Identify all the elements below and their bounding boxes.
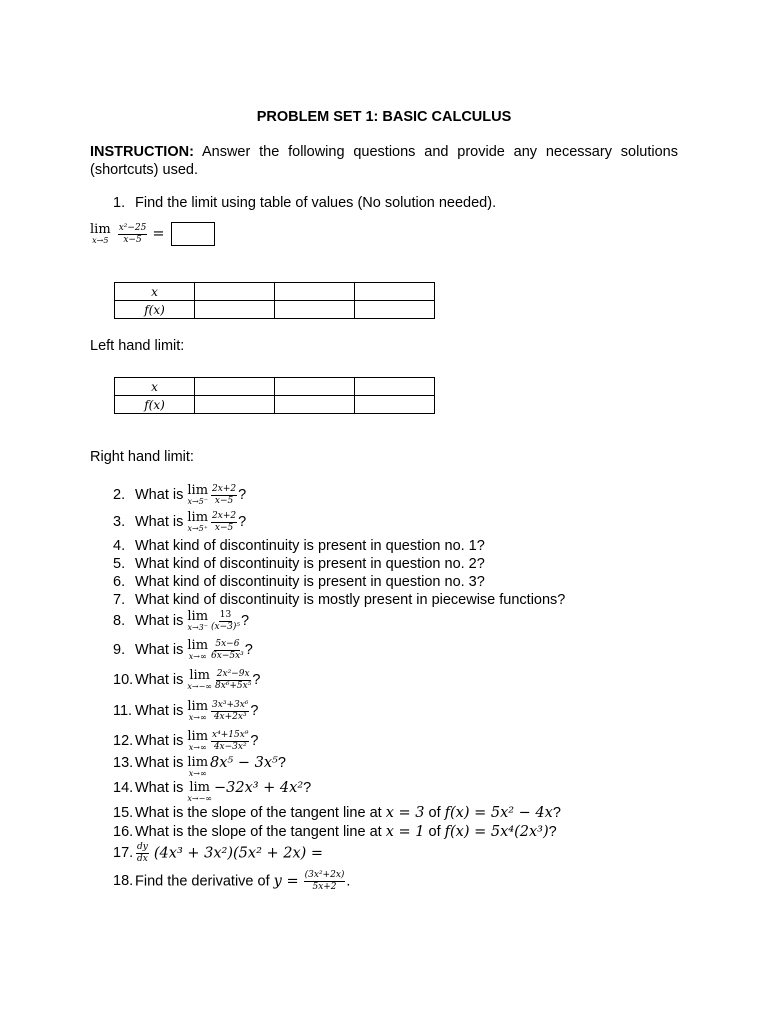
question-17 <box>113 843 323 864</box>
limit-word: lim <box>187 510 209 525</box>
limit-fraction <box>118 224 148 245</box>
limit-fraction <box>211 485 237 506</box>
table-cell[interactable] <box>355 283 435 301</box>
question-3 <box>113 511 246 533</box>
table-cell[interactable] <box>275 378 355 396</box>
fraction-denominator: 6x−5x³ <box>211 650 244 661</box>
question-text: What is the slope of the tangent line at <box>135 805 382 821</box>
table-cell[interactable] <box>195 301 275 319</box>
question-2 <box>113 484 246 506</box>
limit-operator <box>187 669 212 691</box>
table-row <box>115 378 435 396</box>
function-expression: f(x) = 5x⁴(2x³) <box>444 824 549 840</box>
limit-fraction <box>211 701 249 722</box>
fraction-denominator: x−5 <box>214 522 234 533</box>
limit-word: lim <box>187 699 209 714</box>
question-6 <box>113 575 485 590</box>
question-8 <box>113 610 249 632</box>
equation-lhs: y = <box>273 873 299 890</box>
table-cell[interactable] <box>275 301 355 319</box>
question-mark: ? <box>252 671 261 688</box>
limit-operator <box>187 511 208 533</box>
question-mark: ? <box>250 702 259 719</box>
question-7 <box>113 593 565 608</box>
instruction-text: Answer the following questions and provide any necessary solutions (shortcuts) used. <box>90 144 678 178</box>
fraction-numerator: 3x³+3x⁶ <box>212 699 249 710</box>
question-text: What is <box>135 732 184 749</box>
question-number: 16. <box>113 824 134 840</box>
table-cell[interactable] <box>195 378 275 396</box>
table-cell[interactable] <box>275 396 355 414</box>
limit-word: lim <box>187 638 209 653</box>
question-text: What kind of discontinuity is mostly present in piecewise functions? <box>135 592 566 608</box>
question-1 <box>113 196 496 211</box>
limit-subscript: x→5⁻ <box>187 497 208 506</box>
fraction-numerator: x²−25 <box>118 222 147 233</box>
right-hand-limit-label: Right hand limit: <box>90 449 194 465</box>
question-mark: ? <box>552 805 561 821</box>
question-number: 12. <box>113 732 134 749</box>
fraction-numerator: 2x+2 <box>212 510 237 521</box>
limit-subscript: x→∞ <box>188 769 207 778</box>
function-fraction <box>304 871 346 892</box>
fraction-denominator: (x−3)⁵ <box>211 621 241 632</box>
question-text: Find the limit using table of values (No solution needed). <box>135 195 497 211</box>
limit-fraction <box>211 731 249 752</box>
question-mark: ? <box>241 612 250 629</box>
table-row <box>115 396 435 414</box>
answer-box[interactable] <box>171 222 215 246</box>
limit-word: lim <box>90 222 111 237</box>
question-12 <box>113 730 258 752</box>
limit-word: lim <box>189 780 210 795</box>
question-number: 14. <box>113 780 134 796</box>
limit-subscript: x→∞ <box>188 743 207 752</box>
question-text: of <box>428 824 441 840</box>
question-text: What is <box>135 702 184 719</box>
limit-fraction <box>211 512 237 533</box>
limit-subscript: x→3⁻ <box>187 623 208 632</box>
fraction-numerator: x⁴+15x⁹ <box>212 729 249 740</box>
fraction-denominator: 5x+2 <box>312 882 337 892</box>
fraction-denominator: 4x−3x² <box>213 741 247 752</box>
limit-operator <box>187 730 208 752</box>
limit-expression: 8x⁵ − 3x⁵ <box>210 755 278 771</box>
question-number: 1. <box>113 195 126 211</box>
question-text: What is <box>135 513 184 530</box>
left-hand-limit-label: Left hand limit: <box>90 338 185 354</box>
question-mark: ? <box>277 755 286 771</box>
fraction-denominator: dx <box>137 854 148 864</box>
q1-limit-expression <box>90 222 215 246</box>
question-16 <box>113 825 557 840</box>
fraction-numerator: 13 <box>219 609 232 620</box>
question-number: 3. <box>113 513 126 530</box>
limit-expression: −32x³ + 4x² <box>213 780 304 796</box>
function-expression: f(x) = 5x² − 4x <box>444 805 553 821</box>
question-number: 5. <box>113 556 126 572</box>
limit-fraction <box>215 670 251 691</box>
question-number: 8. <box>113 612 126 629</box>
table-cell[interactable] <box>355 301 435 319</box>
table-header-fx: f(x) <box>115 396 195 414</box>
limit-fraction <box>211 611 240 632</box>
question-mark: ? <box>244 641 253 658</box>
question-text: What is <box>135 612 184 629</box>
limit-word: lim <box>189 668 210 683</box>
question-number: 2. <box>113 486 126 503</box>
question-number: 9. <box>113 641 126 658</box>
values-table-right <box>114 377 435 414</box>
question-text: of <box>428 805 441 821</box>
question-9 <box>113 639 253 661</box>
question-18 <box>113 871 350 892</box>
condition-expression: x = 1 <box>385 824 425 840</box>
fraction-numerator: 5x−6 <box>215 638 240 649</box>
question-text: What is the slope of the tangent line at <box>135 824 382 840</box>
table-cell[interactable] <box>195 283 275 301</box>
table-row <box>115 283 435 301</box>
equals-sign: = <box>152 225 165 242</box>
limit-operator <box>90 223 111 245</box>
question-text: What kind of discontinuity is present in question no. 1? <box>135 538 485 554</box>
limit-operator <box>187 756 208 778</box>
limit-word: lim <box>187 755 209 770</box>
question-text: What is <box>135 780 184 796</box>
question-13 <box>113 756 286 778</box>
question-15 <box>113 806 561 821</box>
period: . <box>346 873 351 890</box>
question-10 <box>113 669 260 691</box>
question-text: What kind of discontinuity is present in question no. 3? <box>135 574 485 590</box>
limit-word: lim <box>187 609 209 624</box>
table-header-x: x <box>115 283 195 301</box>
question-text: What is <box>135 641 184 658</box>
limit-operator <box>187 781 212 803</box>
question-number: 11. <box>113 702 133 719</box>
question-number: 10. <box>113 671 134 688</box>
page-title: PROBLEM SET 1: BASIC CALCULUS <box>256 109 512 125</box>
question-text: What kind of discontinuity is present in question no. 2? <box>135 556 485 572</box>
limit-subscript: x→−∞ <box>187 682 212 691</box>
fraction-numerator: 2x²−9x <box>216 668 250 679</box>
fraction-numerator: (3x²+2x) <box>304 870 345 880</box>
fraction-denominator: 8x⁶+5x⁵ <box>214 680 252 691</box>
table-cell[interactable] <box>275 283 355 301</box>
question-number: 6. <box>113 574 126 590</box>
instruction-label: INSTRUCTION: <box>90 144 194 160</box>
question-number: 18. <box>113 873 134 890</box>
question-text: What is <box>135 755 184 771</box>
limit-subscript: x→−∞ <box>187 794 212 803</box>
fraction-denominator: x−5 <box>123 234 142 245</box>
question-number: 15. <box>113 805 134 821</box>
derivative-operator <box>136 843 149 864</box>
question-text: What is <box>135 486 184 503</box>
question-5 <box>113 557 485 572</box>
limit-operator <box>187 639 208 661</box>
limit-word: lim <box>187 483 209 498</box>
condition-expression: x = 3 <box>385 805 425 821</box>
question-14 <box>113 781 311 803</box>
question-number: 17. <box>113 845 134 862</box>
derivative-expression: (4x³ + 3x²)(5x² + 2x) = <box>153 845 324 862</box>
fraction-numerator: 2x+2 <box>212 483 237 494</box>
question-number: 13. <box>113 755 134 771</box>
limit-subscript: x→∞ <box>188 652 207 661</box>
limit-subscript: x→5 <box>92 236 109 245</box>
limit-fraction <box>211 640 244 661</box>
question-number: 7. <box>113 592 126 608</box>
question-mark: ? <box>238 513 247 530</box>
fraction-denominator: x−5 <box>214 495 234 506</box>
question-mark: ? <box>238 486 247 503</box>
question-11 <box>113 700 258 722</box>
limit-word: lim <box>187 729 209 744</box>
values-table-left <box>114 282 435 319</box>
table-cell[interactable] <box>195 396 275 414</box>
fraction-denominator: 4x+2x³ <box>213 711 247 722</box>
question-mark: ? <box>250 732 259 749</box>
question-text: What is <box>135 671 184 688</box>
table-row <box>115 301 435 319</box>
limit-operator <box>187 610 208 632</box>
limit-operator <box>187 700 208 722</box>
question-mark: ? <box>548 824 557 840</box>
table-header-x: x <box>115 378 195 396</box>
limit-subscript: x→5⁺ <box>187 524 208 533</box>
table-cell[interactable] <box>355 378 435 396</box>
limit-subscript: x→∞ <box>188 713 207 722</box>
table-cell[interactable] <box>355 396 435 414</box>
question-number: 4. <box>113 538 126 554</box>
question-text: Find the derivative of <box>135 873 270 890</box>
instruction-paragraph <box>90 143 678 179</box>
fraction-numerator: dy <box>137 842 148 852</box>
table-header-fx: f(x) <box>115 301 195 319</box>
question-4 <box>113 539 485 554</box>
limit-operator <box>187 484 208 506</box>
question-mark: ? <box>303 780 312 796</box>
